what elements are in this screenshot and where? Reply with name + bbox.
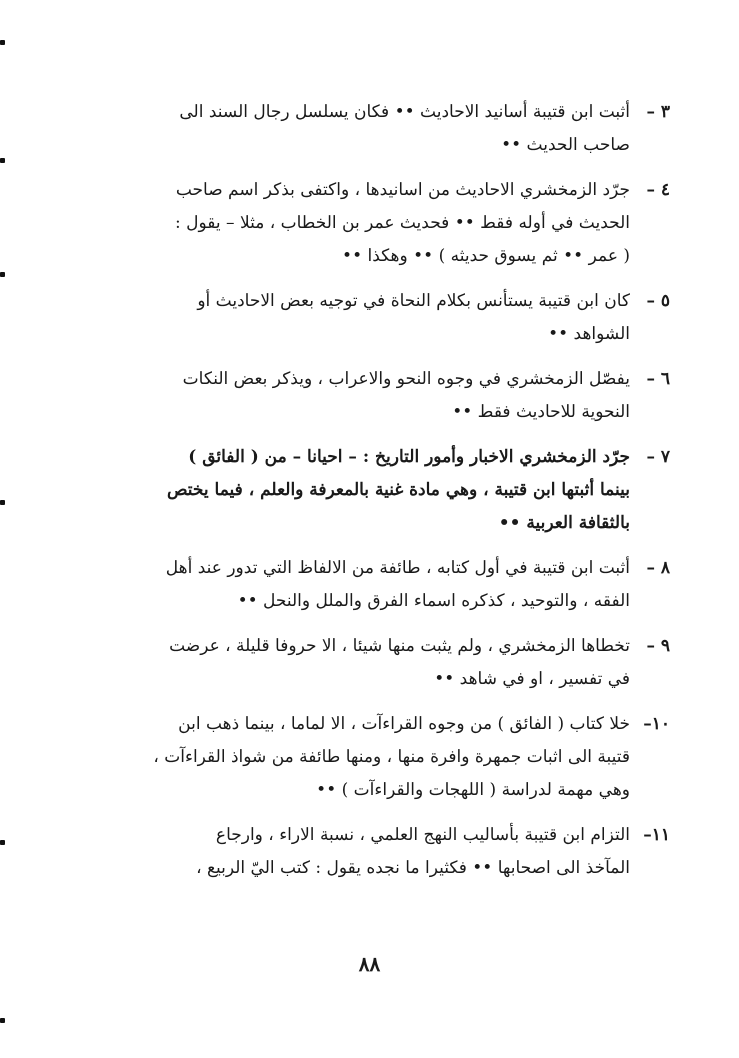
item-text-line: تخطاها الزمخشري ، ولم يثبت منها شيئا ، الا حروفا قليلة ، عرضت <box>169 636 630 656</box>
list-item <box>138 819 670 885</box>
list-item <box>138 630 670 696</box>
item-text-line: التزام ابن قتيبة بأساليب النهج العلمي ، نسبة الاراء ، وارجاع <box>215 825 630 845</box>
item-number: ٩ – <box>646 636 670 656</box>
item-text-line: وهي مهمة لدراسة ( اللهجات والقراءآت ) •• <box>316 780 630 800</box>
item-number: ٤ – <box>646 180 670 200</box>
item-text-line: المآخذ الى اصحابها •• فكثيرا ما نجده يقول : كتب اليّ الربيع ، <box>196 858 630 878</box>
item-text-line: جرّد الزمخشري الاحاديث من اسانيدها ، واكتفى بذكر اسم صاحب <box>175 180 630 200</box>
scan-edge-mark <box>0 1018 5 1023</box>
item-text-line: الحديث في أوله فقط •• فحديث عمر بن الخطاب ، مثلا – يقول : <box>175 213 630 233</box>
scan-edge-mark <box>0 158 5 163</box>
list-item <box>138 552 670 618</box>
item-text-line: كان ابن قتيبة يستأنس بكلام النحاة في توجيه بعض الاحاديث أو <box>197 291 630 311</box>
item-number: ٦ – <box>646 369 670 389</box>
item-number: ١٠– <box>643 714 670 734</box>
page-number: ٨٨ <box>358 952 381 976</box>
item-text-line: النحوية للاحاديث فقط •• <box>452 402 630 422</box>
list-item <box>138 174 670 273</box>
item-text-line: خلا كتاب ( الفائق ) من وجوه القراءآت ، الا لماما ، بينما ذهب ابن <box>178 714 630 734</box>
item-text-line: في تفسير ، او في شاهد •• <box>434 669 630 689</box>
item-number: ٥ – <box>646 291 670 311</box>
item-number: ٨ – <box>646 558 670 578</box>
item-text-line: بينما أثبتها ابن قتيبة ، وهي مادة غنية بالمعرفة والعلم ، فيما يختص <box>166 480 630 500</box>
list-item <box>138 708 670 807</box>
scan-edge-mark <box>0 500 5 505</box>
scan-edge-mark <box>0 272 5 277</box>
scan-edge-mark <box>0 840 5 845</box>
item-text-line: أثبت ابن قتيبة في أول كتابه ، طائفة من الالفاظ التي تدور عند أهل <box>165 558 630 578</box>
list-item <box>138 285 670 351</box>
item-text-line: بالثقافة العربية •• <box>498 513 630 533</box>
list-item <box>138 96 670 162</box>
item-number: ٧ – <box>646 447 670 467</box>
item-text-line: قتيبة الى اثبات جمهرة وافرة منها ، ومنها طائفة من شواذ القراءآت ، <box>153 747 630 767</box>
scan-edge-mark <box>0 40 5 45</box>
item-text-line: ( عمر •• ثم يسوق حديثه ) •• وهكذا •• <box>342 246 630 266</box>
item-number: ٣ – <box>646 102 670 122</box>
item-text-line: صاحب الحديث •• <box>501 135 630 155</box>
item-text-line: الفقه ، والتوحيد ، كذكره اسماء الفرق والملل والنحل •• <box>237 591 630 611</box>
item-text-line: الشواهد •• <box>548 324 630 344</box>
item-text-line: جرّد الزمخشري الاخبار وأمور التاريخ : – احيانا – من ( الفائق ) <box>188 447 630 467</box>
item-text-line: يفصّل الزمخشري في وجوه النحو والاعراب ، ويذكر بعض النكات <box>182 369 630 389</box>
list-item <box>138 363 670 429</box>
numbered-list <box>138 96 670 897</box>
list-item <box>138 441 670 540</box>
item-number: ١١– <box>643 825 670 845</box>
item-text-line: أثبت ابن قتيبة أسانيد الاحاديث •• فكان يسلسل رجال السند الى <box>179 102 630 122</box>
